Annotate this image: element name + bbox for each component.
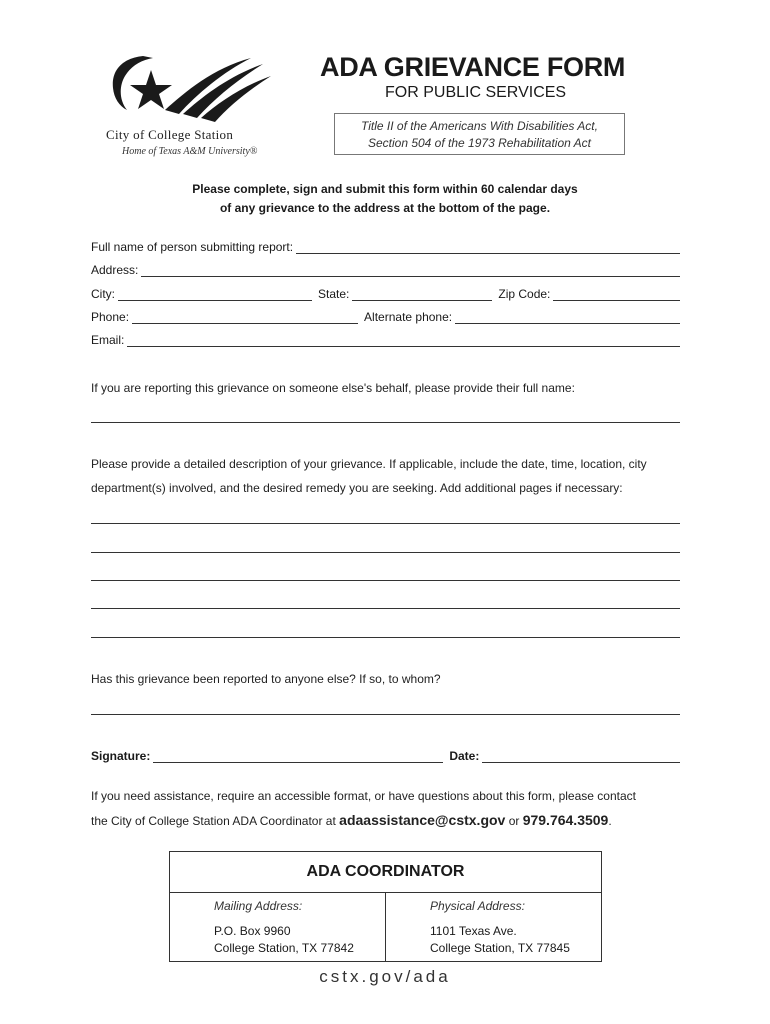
physical-address-line-1: 1101 Texas Ave.	[430, 924, 517, 938]
behalf-answer-line[interactable]	[91, 422, 680, 423]
mailing-address-line-2: College Station, TX 77842	[214, 941, 354, 955]
law-line-2: Section 504 of the 1973 Rehabilitation Act	[367, 136, 592, 150]
coordinator-divider	[385, 892, 386, 962]
assistance-text	[91, 784, 691, 833]
description-question-line-2: department(s) involved, and the desired remedy you are seeking. Add additional pages if necessary:	[91, 481, 623, 495]
signature-label: Signature:	[91, 749, 151, 763]
email-row	[91, 331, 680, 347]
alt-phone-label: Alternate phone:	[364, 310, 453, 324]
logo-city-name: City of College Station	[106, 127, 234, 142]
city-field[interactable]	[118, 288, 312, 301]
address-label: Address:	[91, 263, 139, 277]
full-name-row	[91, 238, 680, 254]
signature-row	[91, 747, 680, 763]
mailing-address	[214, 898, 354, 957]
signature-field[interactable]	[153, 750, 443, 763]
ada-coordinator-box	[169, 851, 602, 962]
description-answer-line-5[interactable]	[91, 637, 680, 638]
alt-phone-field[interactable]	[455, 311, 680, 324]
phone-row	[91, 308, 680, 324]
date-label: Date:	[449, 749, 480, 763]
instructions-line-2: of any grievance to the address at the bottom of the page.	[219, 201, 551, 215]
state-field[interactable]	[352, 288, 492, 301]
full-name-field[interactable]	[296, 241, 680, 254]
zip-label: Zip Code:	[498, 287, 551, 301]
city-logo	[100, 52, 280, 162]
law-line-1: Title II of the Americans With Disabilities Act,	[361, 119, 598, 133]
email-field[interactable]	[127, 334, 680, 347]
star-swoosh-logo-icon	[105, 52, 275, 130]
law-reference-box	[334, 113, 625, 155]
address-row	[91, 261, 680, 277]
address-field[interactable]	[141, 264, 680, 277]
description-question	[91, 452, 691, 500]
physical-address	[430, 898, 570, 957]
city-state-zip-row	[91, 285, 680, 301]
description-answer-line-1[interactable]	[91, 523, 680, 524]
form-title: ADA GRIEVANCE FORM	[320, 52, 626, 82]
city-label: City:	[91, 287, 115, 301]
email-label: Email:	[91, 333, 125, 347]
reported-question: Has this grievance been reported to anyone else? If so, to whom?	[91, 672, 441, 686]
instructions	[0, 180, 770, 218]
footer-url[interactable]: cstx.gov/ada	[319, 967, 451, 986]
phone-field[interactable]	[132, 311, 358, 324]
mailing-address-heading: Mailing Address:	[214, 899, 303, 913]
coordinator-title: ADA COORDINATOR	[170, 852, 601, 893]
assistance-line-2: the City of College Station ADA Coordinator at adaassistance@cstx.gov or 979.764.3509.	[91, 812, 612, 828]
zip-field[interactable]	[553, 288, 680, 301]
description-answer-line-2[interactable]	[91, 552, 680, 553]
state-label: State:	[318, 287, 350, 301]
form-subtitle: FOR PUBLIC SERVICES	[385, 84, 567, 101]
instructions-line-1: Please complete, sign and submit this form within 60 calendar days	[192, 182, 578, 196]
description-answer-line-3[interactable]	[91, 580, 680, 581]
physical-address-line-2: College Station, TX 77845	[430, 941, 570, 955]
assistance-line-1: If you need assistance, require an accessible format, or have questions about this form, please contact	[91, 789, 636, 803]
phone-label: Phone:	[91, 310, 130, 324]
mailing-address-line-1: P.O. Box 9960	[214, 924, 291, 938]
ada-phone: 979.764.3509	[522, 812, 609, 828]
ada-email-link[interactable]: adaassistance@cstx.gov	[339, 812, 506, 828]
behalf-question: If you are reporting this grievance on someone else's behalf, please provide their full name:	[91, 381, 575, 395]
physical-address-heading: Physical Address:	[430, 899, 525, 913]
description-question-line-1: Please provide a detailed description of your grievance. If applicable, include the date, time, location, city	[91, 457, 647, 471]
date-field[interactable]	[482, 750, 680, 763]
description-answer-line-4[interactable]	[91, 608, 680, 609]
reported-answer-line[interactable]	[91, 714, 680, 715]
logo-tagline: Home of Texas A&M University®	[122, 146, 258, 157]
full-name-label: Full name of person submitting report:	[91, 240, 294, 254]
